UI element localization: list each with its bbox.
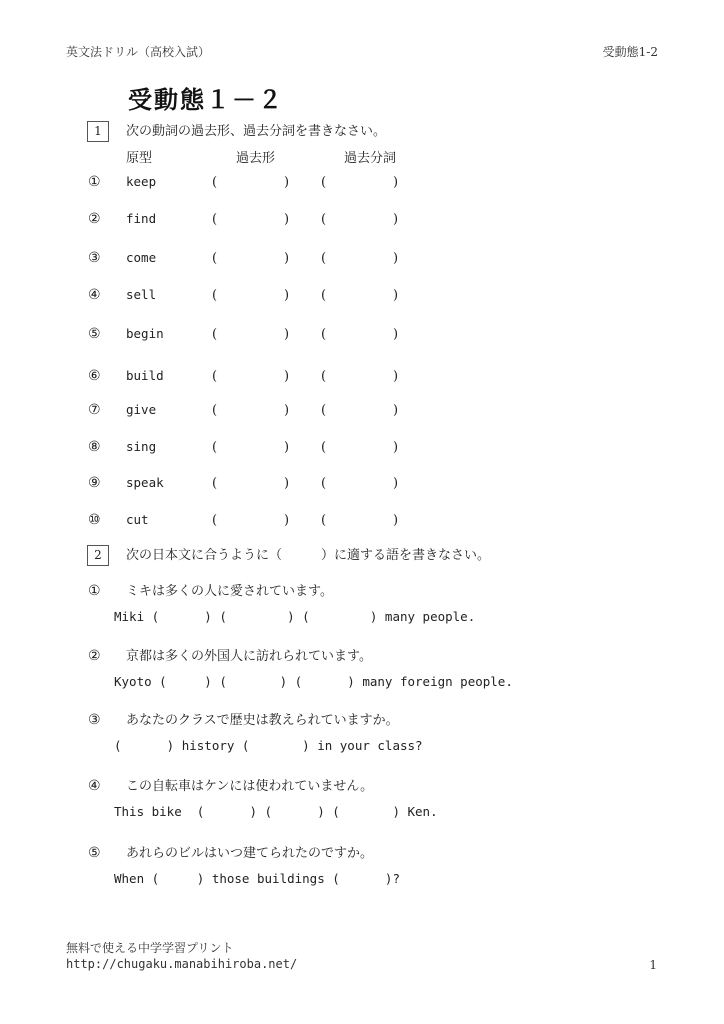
section-1-instruction: 次の動詞の過去形、過去分詞を書きなさい。 — [126, 124, 387, 139]
past-tense-open-paren: ( — [212, 212, 218, 227]
verb-base-form: speak — [126, 475, 164, 490]
past-tense-close-paren: ) — [284, 212, 290, 227]
sentence-japanese: ミキは多くの人に愛されています。 — [126, 584, 333, 599]
past-participle-open-paren: ( — [321, 251, 327, 266]
past-participle-close-paren: ) — [393, 403, 399, 418]
past-participle-open-paren: ( — [321, 369, 327, 384]
past-participle-open-paren: ( — [321, 327, 327, 342]
verb-base-form: come — [126, 250, 157, 265]
past-tense-open-paren: ( — [212, 327, 218, 342]
past-participle-open-paren: ( — [321, 175, 327, 190]
verb-item-number: ④ — [88, 287, 101, 303]
verb-item-number: ⑧ — [88, 439, 101, 455]
past-participle-close-paren: ) — [393, 513, 399, 528]
sentence-japanese: あなたのクラスで歴史は教えられていますか。 — [126, 713, 399, 728]
sentence-english: ( ) history ( ) in your class? — [114, 738, 423, 753]
section-2-number-box: 2 — [87, 545, 109, 566]
verb-item-number: ⑤ — [88, 326, 101, 342]
header-left-label: 英文法ドリル（高校入試） — [66, 45, 211, 59]
section-2-instruction: 次の日本文に合うように（ ）に適する語を書きなさい。 — [126, 548, 491, 563]
sentence-english: Kyoto ( ) ( ) ( ) many foreign people. — [114, 674, 513, 689]
past-tense-close-paren: ) — [284, 288, 290, 303]
past-tense-open-paren: ( — [212, 403, 218, 418]
verb-base-form: give — [126, 402, 157, 417]
sentence-english: Miki ( ) ( ) ( ) many people. — [114, 609, 476, 624]
past-participle-close-paren: ) — [393, 327, 399, 342]
sentence-english: When ( ) those buildings ( )? — [114, 871, 400, 886]
verb-base-form: build — [126, 368, 164, 383]
past-tense-open-paren: ( — [212, 369, 218, 384]
past-tense-close-paren: ) — [284, 175, 290, 190]
sentence-item-number: ① — [88, 583, 101, 599]
sentence-item-number: ② — [88, 648, 101, 664]
verb-base-form: sell — [126, 287, 157, 302]
past-tense-open-paren: ( — [212, 175, 218, 190]
sentence-english: This bike ( ) ( ) ( ) Ken. — [114, 804, 438, 819]
past-tense-close-paren: ) — [284, 513, 290, 528]
past-participle-open-paren: ( — [321, 212, 327, 227]
past-participle-open-paren: ( — [321, 476, 327, 491]
verb-base-form: begin — [126, 326, 164, 341]
column-header-past-participle: 過去分詞 — [344, 151, 397, 166]
verb-item-number: ① — [88, 174, 101, 190]
footer-site-name: 無料で使える中学学習プリント — [66, 941, 234, 955]
sentence-item-number: ③ — [88, 712, 101, 728]
verb-item-number: ② — [88, 211, 101, 227]
section-1-number-box: 1 — [87, 121, 109, 142]
past-tense-open-paren: ( — [212, 288, 218, 303]
sentence-japanese: 京都は多くの外国人に訪れられています。 — [126, 649, 372, 664]
sentence-japanese: あれらのビルはいつ建てられたのですか。 — [126, 846, 374, 861]
past-participle-close-paren: ) — [393, 175, 399, 190]
past-participle-close-paren: ) — [393, 212, 399, 227]
past-tense-close-paren: ) — [284, 476, 290, 491]
column-header-past-tense: 過去形 — [236, 151, 276, 166]
verb-base-form: keep — [126, 174, 157, 189]
past-tense-open-paren: ( — [212, 440, 218, 455]
page-title: 受動態１－２ — [128, 86, 284, 114]
verb-item-number: ⑦ — [88, 402, 101, 418]
past-tense-close-paren: ) — [284, 327, 290, 342]
verb-item-number: ⑨ — [88, 475, 101, 491]
past-tense-close-paren: ) — [284, 440, 290, 455]
verb-item-number: ⑩ — [88, 512, 101, 528]
past-participle-close-paren: ) — [393, 369, 399, 384]
verb-item-number: ⑥ — [88, 368, 101, 384]
past-tense-close-paren: ) — [284, 369, 290, 384]
past-participle-open-paren: ( — [321, 403, 327, 418]
past-participle-close-paren: ) — [393, 288, 399, 303]
past-participle-open-paren: ( — [321, 288, 327, 303]
footer-url: http://chugaku.manabihiroba.net/ — [66, 957, 298, 971]
sentence-japanese: この自転車はケンには使われていません。 — [126, 779, 374, 794]
sentence-item-number: ⑤ — [88, 845, 101, 861]
sentence-item-number: ④ — [88, 778, 101, 794]
verb-item-number: ③ — [88, 250, 101, 266]
past-participle-close-paren: ) — [393, 251, 399, 266]
past-participle-open-paren: ( — [321, 513, 327, 528]
past-tense-open-paren: ( — [212, 251, 218, 266]
verb-base-form: sing — [126, 439, 157, 454]
past-tense-open-paren: ( — [212, 513, 218, 528]
page-number: 1 — [649, 958, 657, 972]
past-participle-open-paren: ( — [321, 440, 327, 455]
past-tense-close-paren: ) — [284, 403, 290, 418]
header-right-label: 受動態1-2 — [602, 45, 658, 59]
verb-base-form: find — [126, 211, 157, 226]
past-participle-close-paren: ) — [393, 440, 399, 455]
past-tense-open-paren: ( — [212, 476, 218, 491]
past-tense-close-paren: ) — [284, 251, 290, 266]
verb-base-form: cut — [126, 512, 149, 527]
column-header-base-form: 原型 — [126, 151, 153, 166]
past-participle-close-paren: ) — [393, 476, 399, 491]
